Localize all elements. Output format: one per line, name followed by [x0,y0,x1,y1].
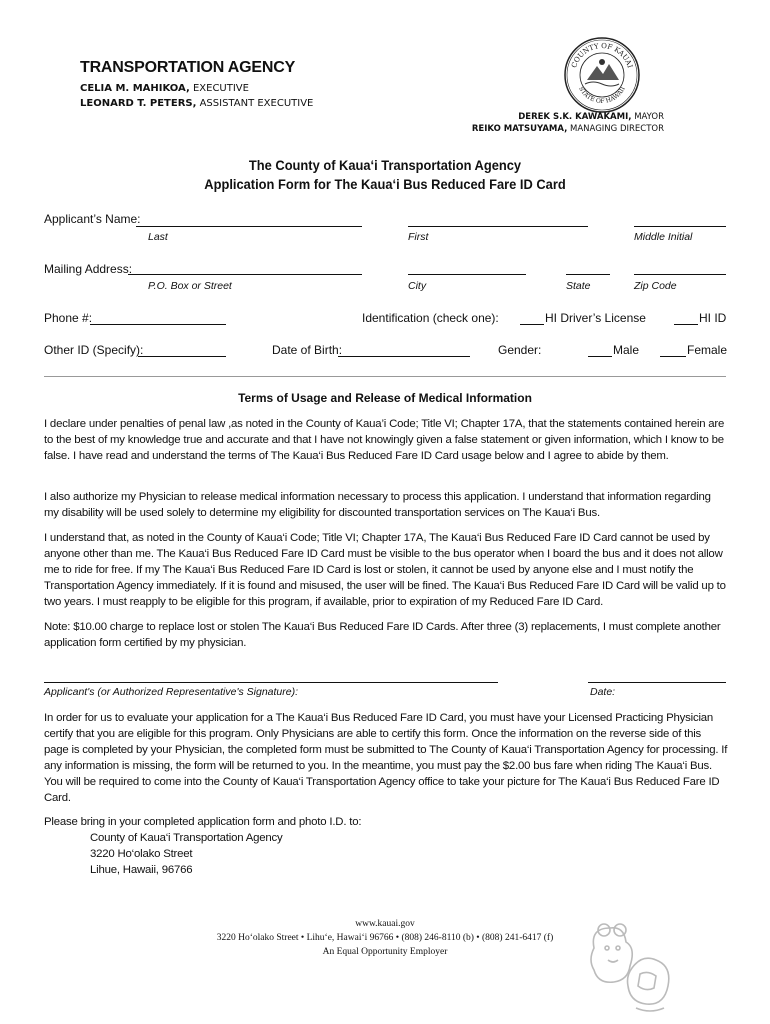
executive-line [80,83,249,94]
director-title: MANAGING DIRECTOR [570,124,664,134]
male-check[interactable] [588,356,612,357]
city-caption: City [408,280,427,292]
director-name: REIKO MATSUYAMA, [471,124,568,134]
instructions-paragraph: In order for us to evaluate your application for a The Kaua‘i Bus Reduced Fare ID Card, you must have your Licensed Practicing Physician certify that you are eligible for this program. Only Physicians are able to certify this form. Once the information on the reverse side of this page is completed by your Physician, the completed form must be submitted to The County of Kaua‘i Transportation Agency for processing. If any information is missing, the form will be returned to you. In the meantime, you must pay the $2.00 bus fare when riding The Kaua‘i Bus. You will be required to come into the County of Kaua‘i Transportation Agency office to take your picture for The Kaua‘i Bus Reduced Fare ID Card. [44,712,728,804]
last-name-field[interactable] [136,226,362,227]
phone-field[interactable] [90,324,226,325]
director-line [472,124,664,134]
last-name-caption: Last [148,231,168,243]
seal-bottom-text: STATE OF HAWAII [577,85,627,106]
executive-name: CELIA M. MAHIKOA, [80,83,190,94]
gender-label: Gender: [498,343,542,357]
hi-id-label: HI ID [699,311,727,325]
executive-title: EXECUTIVE [192,83,249,94]
street-caption: P.O. Box or Street [148,280,232,292]
other-id-label: Other ID (Specify): [44,343,144,357]
hi-id-check[interactable] [674,324,698,325]
signature-date-caption: Date: [590,686,616,698]
mailing-address-label: Mailing Address: [44,262,133,276]
middle-initial-field[interactable] [634,226,726,227]
terms-heading: Terms of Usage and Release of Medical Information [238,391,532,405]
state-field[interactable] [566,274,610,275]
city-field[interactable] [408,274,526,275]
terms-note: Note: $10.00 charge to replace lost or stolen The Kaua‘i Bus Reduced Fare ID Cards. After three (3) replacements, I must complete another application form certified by my physician. [44,621,721,649]
identification-label: Identification (check one): [362,311,499,325]
address-line-1: County of Kaua‘i Transportation Agency [90,832,283,844]
bus-mascot-illustration [580,918,680,1018]
form-title-line2: Application Form for The Kaua‘i Bus Reduced Fare ID Card [204,176,566,192]
assistant-executive-line [80,98,313,109]
date-of-birth-field[interactable] [338,356,470,357]
terms-paragraph-3: I understand that, as noted in the County of Kaua‘i Code; Title VI; Chapter 17A, The Kaua‘i Bus Reduced Fare ID Card cannot be used by anyone other than me. The Kaua‘i Bus Reduced Fare ID Card must be visible to the bus operator when I board the bus and it does not allow me to ride for free. If my The Kaua‘i Bus Reduced Fare ID Card is lost or stolen, it cannot be used by anyone else and I must notify the Transportation Agency immediately. If it is found and misused, the user will be fined. The Kaua‘i Bus Reduced Fare ID Card will be valid up to two years. I must reapply to be eligible for this program, if available, prior to expiration of my Reduced Fare ID Card. [44,532,726,608]
applicant-name-label: Applicant’s Name: [44,212,141,226]
hi-drivers-license-check[interactable] [520,324,544,325]
address-line-2: 3220 Ho‘olako Street [90,848,193,860]
male-label: Male [613,343,640,357]
agency-title: TRANSPORTATION AGENCY [80,59,296,76]
other-id-field[interactable] [138,356,226,357]
terms-paragraph-1: I declare under penalties of penal law ,as noted in the County of Kaua’i Code; Title VI; Chapter 17A, that the statements contained herein are to the best of my knowledge true and accurate and that I have not knowingly given a false statement or given information, which I know to be false. I have read and understand the terms of The Kaua‘i Bus Reduced Fare ID Card usage below and I agree to abide by them. [44,418,725,462]
date-of-birth-label: Date of Birth: [272,343,343,357]
signature-date-field[interactable] [588,682,726,683]
assistant-executive-title: ASSISTANT EXECUTIVE [199,98,314,109]
form-title-line1: The County of Kaua‘i Transportation Agency [248,157,522,173]
signature-field[interactable] [44,682,498,683]
bus-mascot-icon [580,918,680,1018]
mayor-title: MAYOR [634,112,664,122]
assistant-executive-name: LEONARD T. PETERS, [80,98,197,109]
county-seal-icon [563,36,641,114]
seal-top-text: COUNTY OF KAUAI [570,41,634,69]
address-line-3: Lihue, Hawaii, 96766 [90,864,193,876]
street-field[interactable] [128,274,362,275]
terms-paragraph-2: I also authorize my Physician to release medical information necessary to process this application. I understand that information regarding my disability will be used solely to determine my eligibility for discounted transportation services on The Kaua‘i Bus. [44,491,711,519]
footer-employer: An Equal Opportunity Employer [322,947,448,957]
section-divider [44,376,726,377]
hi-drivers-license-label: HI Driver’s License [545,311,646,325]
female-check[interactable] [660,356,686,357]
zip-code-caption: Zip Code [634,280,677,292]
middle-initial-caption: Middle Initial [634,231,693,243]
zip-code-field[interactable] [634,274,726,275]
bring-in-instructions: Please bring in your completed application form and photo I.D. to: [44,816,362,828]
mayor-name: DEREK S.K. KAWAKAMI, [518,112,632,122]
signature-caption: Applicant's (or Authorized Representative's Signature): [44,686,298,698]
first-name-caption: First [408,231,429,243]
footer-address: 3220 Ho‘olako Street • Lihu‘e, Hawai‘i 96766 • (808) 246-8110 (b) • (808) 241-6417 (f) [216,933,554,943]
first-name-field[interactable] [408,226,588,227]
female-label: Female [687,343,728,357]
county-seal [563,36,641,114]
state-caption: State [566,280,591,292]
phone-label: Phone #: [44,311,93,325]
footer-website[interactable]: www.kauai.gov [355,919,415,929]
mayor-line [518,112,664,122]
